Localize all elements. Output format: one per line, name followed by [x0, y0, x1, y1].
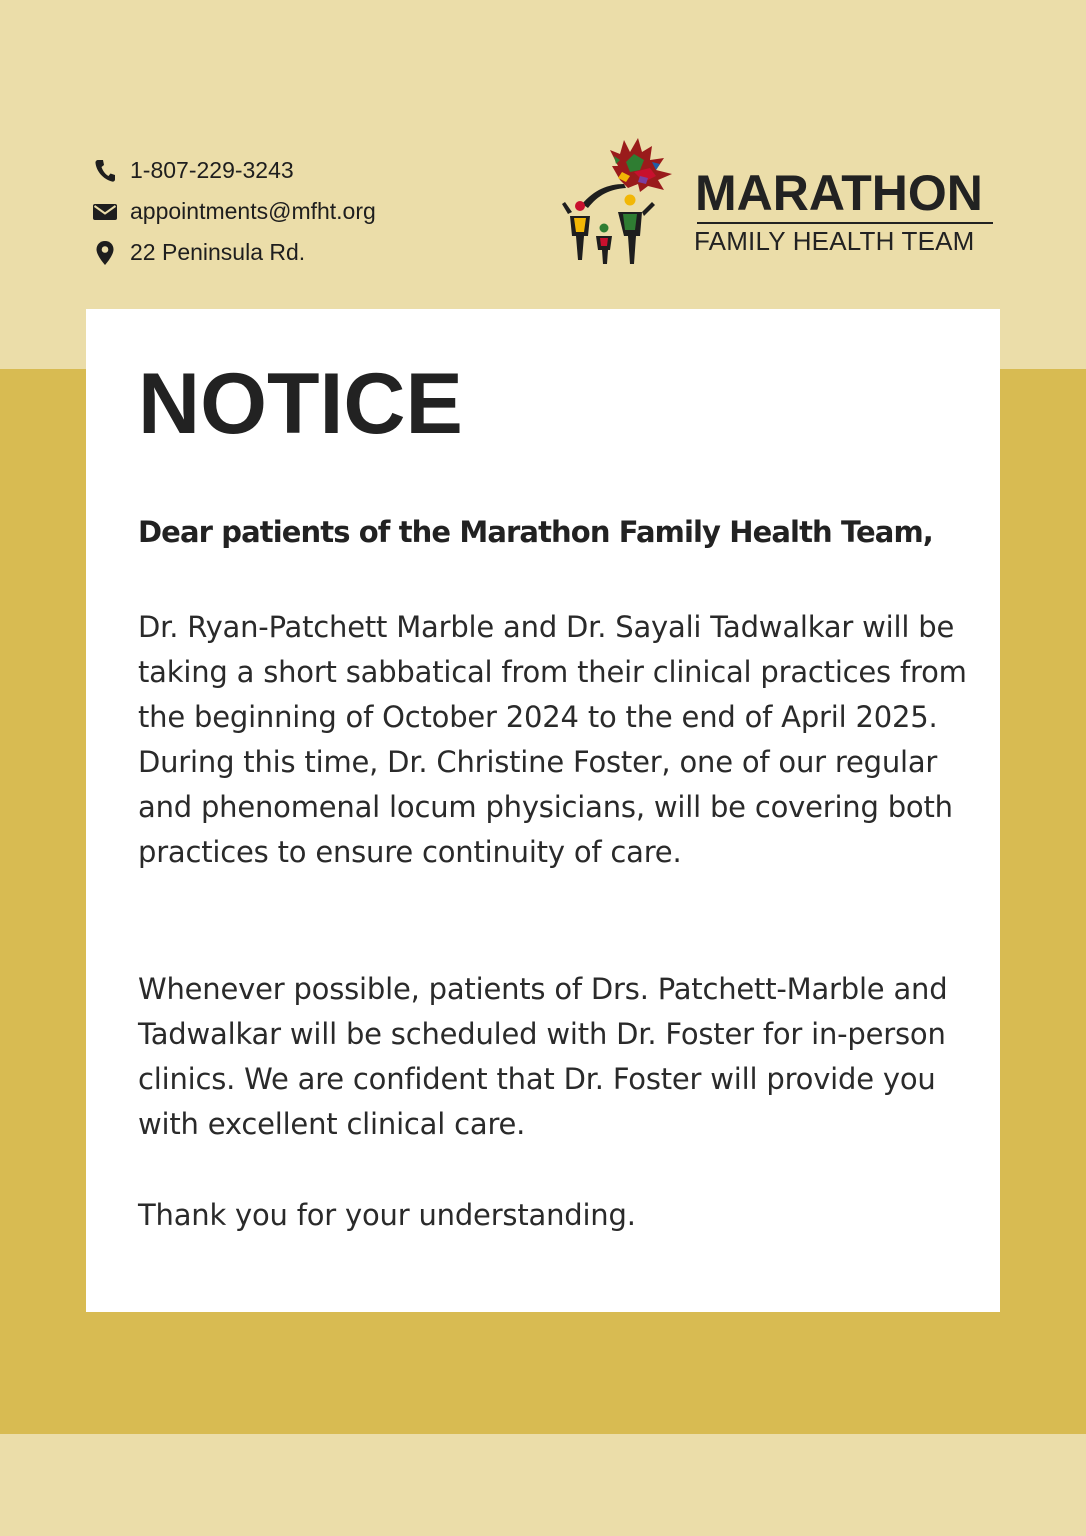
notice-card: [86, 309, 1000, 1312]
map-pin-icon: [92, 240, 118, 266]
marathon-fht-logo: [560, 132, 1000, 267]
notice-title: NOTICE: [138, 356, 463, 452]
notice-paragraph-2: Whenever possible, patients of Drs. Patchett-Marble and Tadwalkar will be scheduled with Dr. Foster for in-person clinics. We are confident that Dr. Foster will provide you with excellent clinical care.: [138, 972, 948, 1141]
street-address: 22 Peninsula Rd.: [130, 239, 306, 265]
logo-subtitle: FAMILY HEALTH TEAM: [694, 226, 975, 256]
logo-name: MARATHON: [695, 165, 983, 221]
contact-info: [92, 150, 376, 273]
salutation: Dear patients of the Marathon Family Health Team,: [138, 515, 933, 549]
phone-icon: [92, 158, 118, 184]
envelope-icon: [92, 199, 118, 225]
notice-paragraph-1: Dr. Ryan-Patchett Marble and Dr. Sayali Tadwalkar will be taking a short sabbatical from their clinical practices from the beginning of October 2024 to the end of April 2025. During this time, Dr. Christine Foster, one of our regular and phenomenal locum physicians, will be covering both practices to ensure continuity of care.: [138, 610, 967, 869]
email-address[interactable]: appointments@mfht.org: [130, 198, 376, 224]
contact-address: [92, 232, 376, 273]
contact-phone: [92, 150, 376, 191]
maple-leaf-family-logo: [560, 132, 690, 267]
contact-email: [92, 191, 376, 232]
closing-line: Thank you for your understanding.: [138, 1198, 636, 1232]
logo-divider: [697, 222, 993, 224]
phone-number[interactable]: 1-807-229-3243: [130, 157, 294, 183]
